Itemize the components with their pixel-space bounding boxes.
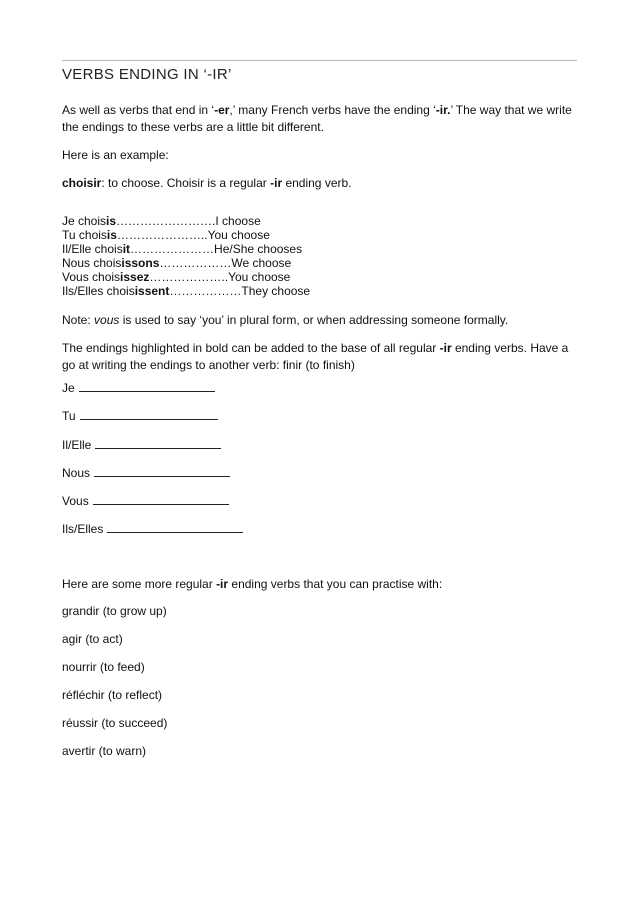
conjugation-row: Ils/Elles choisissent………………They choose (62, 284, 311, 298)
practice-line-vous (62, 493, 229, 508)
verb-item: réussir (to succeed) (62, 716, 168, 730)
more-verbs-intro: Here are some more regular -ir ending verbs that you can practise with: (62, 577, 443, 591)
practice-pronoun: Je (62, 381, 75, 395)
conjugation-row: Tu choisis…………………..You choose (62, 228, 270, 242)
answer-blank[interactable] (93, 493, 229, 505)
practice-line-il-elle (62, 437, 221, 452)
conjugation-row: Nous choisissons………………We choose (62, 256, 292, 270)
practice-pronoun: Ils/Elles (62, 522, 104, 536)
answer-blank[interactable] (94, 465, 230, 477)
conjugation-row: Je choisis…………………….I choose (62, 214, 261, 228)
verb-item: agir (to act) (62, 632, 123, 646)
practice-line-nous (62, 465, 230, 480)
practice-pronoun: Nous (62, 466, 91, 480)
answer-blank[interactable] (79, 380, 215, 392)
answer-blank[interactable] (95, 437, 221, 449)
verb-item: avertir (to warn) (62, 744, 147, 758)
practice-line-ils-elles (62, 521, 243, 536)
conjugation-row: Il/Elle choisit…………………He/She chooses (62, 242, 303, 256)
intro-paragraph: As well as verbs that end in ‘-er,’ many French verbs have the ending ‘-ir.’ The way that we write the endings to these verbs are a little bit different. (62, 103, 572, 134)
verb-item: réfléchir (to reflect) (62, 688, 163, 702)
verb-item: nourrir (to feed) (62, 660, 145, 674)
practice-pronoun: Tu (62, 409, 76, 423)
practice-pronoun: Il/Elle (62, 438, 92, 452)
endings-paragraph: The endings highlighted in bold can be added to the base of all regular -ir ending verbs. Have a go at writing the endings to another verb: finir (to finish) (62, 341, 569, 372)
conjugation-row: Vous choisissez………………..You choose (62, 270, 291, 284)
practice-line-tu (62, 408, 218, 423)
example-definition: choisir: to choose. Choisir is a regular -ir ending verb. (62, 176, 352, 190)
answer-blank[interactable] (80, 408, 218, 420)
practice-pronoun: Vous (62, 494, 89, 508)
page-title: VERBS ENDING IN ‘-IR’ (62, 66, 232, 83)
answer-blank[interactable] (107, 521, 243, 533)
note-paragraph: Note: vous is used to say ‘you’ in plural form, or when addressing someone formally. (62, 313, 509, 327)
example-intro: Here is an example: (62, 148, 169, 162)
practice-line-je (62, 380, 215, 395)
top-divider (62, 60, 577, 61)
verb-item: grandir (to grow up) (62, 604, 167, 618)
